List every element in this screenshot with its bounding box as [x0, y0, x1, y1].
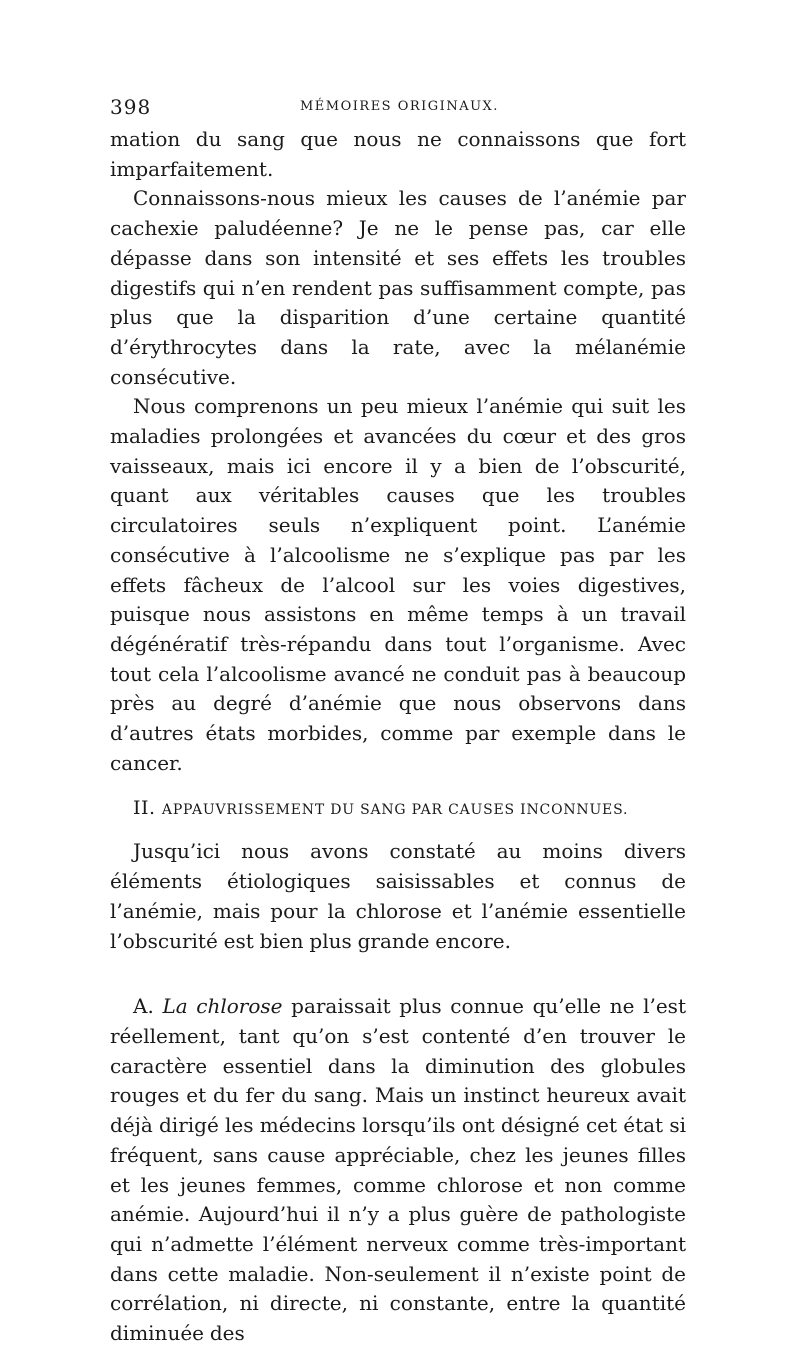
- paragraph-maladies-prolongees: Nous comprenons un peu mieux l’anémie qui suit les maladies prolongées et avancées du cœur et des gros vaisseaux, mais ici encore il y a bien de l’obscurité, quant aux véritables causes que les troubles circulatoires seuls n’expliquent point. L’anémie consécutive à l’alcoolisme ne s’explique pas par les effets fâcheux de l’alcool sur les voies digestives, puisque nous assistons en même temps à un travail dégénératif très-répandu dans tout l’organisme. Avec tout cela l’alcoolisme avancé ne conduit pas à beaucoup près au degré d’anémie que nous observons dans d’autres états morbides, comme par exemple dans le cancer.: [110, 394, 686, 775]
- subsection-label: A.: [133, 994, 154, 1019]
- page-number: 398: [110, 95, 152, 119]
- document-page: [110, 95, 686, 1349]
- section-number: II.: [133, 797, 156, 820]
- spacer: [110, 956, 686, 992]
- subsection-term: La chlorose: [162, 994, 283, 1019]
- paragraph-continuation: mation du sang que nous ne connaissons que fort imparfaitement.: [110, 127, 686, 181]
- running-head: MÉMOIRES ORIGINAUX.: [300, 99, 499, 114]
- paragraph-chlorose: [110, 992, 686, 1348]
- subsection-text: paraissait plus connue qu’elle ne l’est réellement, tant qu’on s’est contenté d’en trouver le caractère essentiel dans la diminution des globules rouges et du fer du sang. Mais un instinct heureux avait déjà dirigé les médecins lorsqu’ils ont désigné cet état si fréquent, sans cause appréciable, chez les jeunes filles et les jeunes femmes, comme chlorose et non comme anémie. Aujourd’hui il n’y a plus guère de pathologiste qui n’admette l’élément nerveux comme très-important dans cette maladie. Non-seulement il n’existe point de corrélation, ni directe, ni constante, entre la quantité diminuée des: [110, 994, 686, 1346]
- paragraph-jusqu-ici: Jusqu’ici nous avons constaté au moins divers éléments étiologiques saisissables et connus de l’anémie, mais pour la chlorose et l’anémie essentielle l’obscurité est bien plus grande encore.: [110, 839, 686, 953]
- section-title: APPAUVRISSEMENT DU SANG PAR CAUSES INCONNUES.: [161, 802, 629, 819]
- section-heading: [110, 794, 686, 825]
- body-text: [110, 125, 686, 1349]
- paragraph-paludeenne: Connaissons-nous mieux les causes de l’anémie par cachexie paludéenne? Je ne le pense pas, car elle dépasse dans son intensité et ses effets les troubles digestifs qui n’en rendent pas suffisamment compte, pas plus que la disparition d’une certaine quantité d’érythrocytes dans la rate, avec la mélanémie consécutive.: [110, 186, 686, 389]
- page-header: [110, 95, 686, 125]
